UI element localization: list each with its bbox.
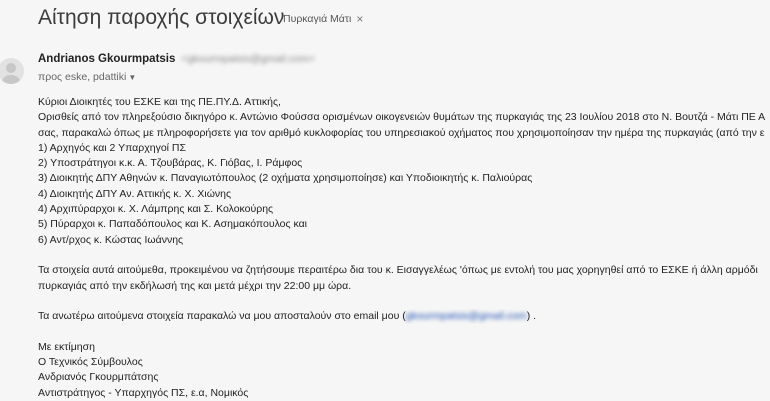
signoff-line: Ανδριανός Γκουρμπάτσης — [38, 371, 159, 384]
body-line: σας, παρακαλώ όπως με πληροφορήσετε για τον αριθμό κυκλοφορίας του υπηρεσιακού οχήματος που χρησιμοποίησαν την ημέρα της πυρκαγιάς (από την ε — [38, 126, 765, 139]
request-line — [38, 309, 770, 324]
recipients-text: προς eske, pdattiki — [38, 71, 127, 83]
list-item: 5) Πύραρχοι κ. Παπαδόπουλος και Κ. Ασημακόπουλος και — [38, 218, 308, 231]
list-item: 4) Διοικητής ΔΠΥ Αν. Αττικής κ. Χ. Χιώνης — [38, 187, 232, 200]
request-email-link[interactable]: gkourmpatsis@gmail.com — [405, 310, 527, 323]
list-item: 2) Υποστράτηγοι κ.κ. Α. Τζουβάρας, Κ. Γιόβας, Ι. Ράμφος — [38, 157, 303, 170]
list-item: 4) Αρχιπύραρχοι κ. Χ. Λάμπρης και Σ. Κολοκούρης — [38, 203, 274, 216]
email-body — [38, 95, 770, 401]
sender-email: <gkourmpatsis@gmail.com> — [181, 53, 315, 65]
greeting: Κύριοι Διοικητές του ΕΣΚΕ και της ΠΕ.ΠΥ.Δ. Αττικής, — [38, 96, 281, 108]
sender-name[interactable]: Andrianos Gkourmpatsis — [38, 53, 176, 65]
signoff-line: Ο Τεχνικός Σύμβουλος — [38, 356, 143, 369]
list-item: 3) Διοικητής ΔΠΥ Αθηνών κ. Παναγιωτόπουλος (2 οχήματα χρησιμοποίησε) και Υποδιοικητής κ. Παλιούρας — [38, 172, 533, 185]
signoff-line: Αντιστράτηγος - Υπαρχηγός ΠΣ, ε.α, Νομικός — [38, 386, 249, 399]
request-text: Τα ανωτέρω αιτούμενα στοιχεία παρακαλώ να μου αποσταλούν στο email μου ( — [38, 310, 406, 323]
label-chip[interactable] — [283, 12, 363, 26]
body-line: Τα στοιχεία αυτά αιτούμεθα, προκειμένου να ζητήσουμε περαιτέρω δια του κ. Εισαγγελέως 'όπως με εντολή του μας χορηγηθεί από το ΕΣΚΕ ή άλλη αρμόδι — [38, 264, 758, 277]
avatar — [0, 58, 24, 84]
list-item: 6) Αντ/ρχος κ. Κώστας Ιωάννης — [38, 233, 184, 246]
sender-row — [38, 53, 315, 65]
body-line: πυρκαγιάς από την εκδήλωσή της και μετά μέχρι την 22:00 μμ ώρα. — [38, 279, 352, 292]
person-icon — [0, 58, 24, 84]
recipients[interactable] — [38, 71, 136, 83]
body-line: Ορισθείς από τον πληρεξούσιο δικηγόρο κ. Αντώνιο Φούσσα ορισμένων οικογενειών θυμάτων της πυρκαγιάς της 23 Ιουλίου 2018 στο Ν. Βουτζά - Μάτι ΠΕ Α — [38, 111, 766, 124]
label-text: Πυρκαγιά Μάτι — [283, 13, 352, 25]
remove-label-icon[interactable]: × — [356, 12, 364, 26]
chevron-down-icon[interactable]: ▼ — [128, 72, 137, 82]
list-item: 1) Αρχηγός και 2 Υπαρχηγοί ΠΣ — [38, 141, 186, 154]
signoff-line: Με εκτίμηση — [38, 340, 95, 353]
email-subject: Αίτηση παροχής στοιχείων — [38, 6, 285, 29]
request-text-end: ) . — [526, 310, 537, 323]
